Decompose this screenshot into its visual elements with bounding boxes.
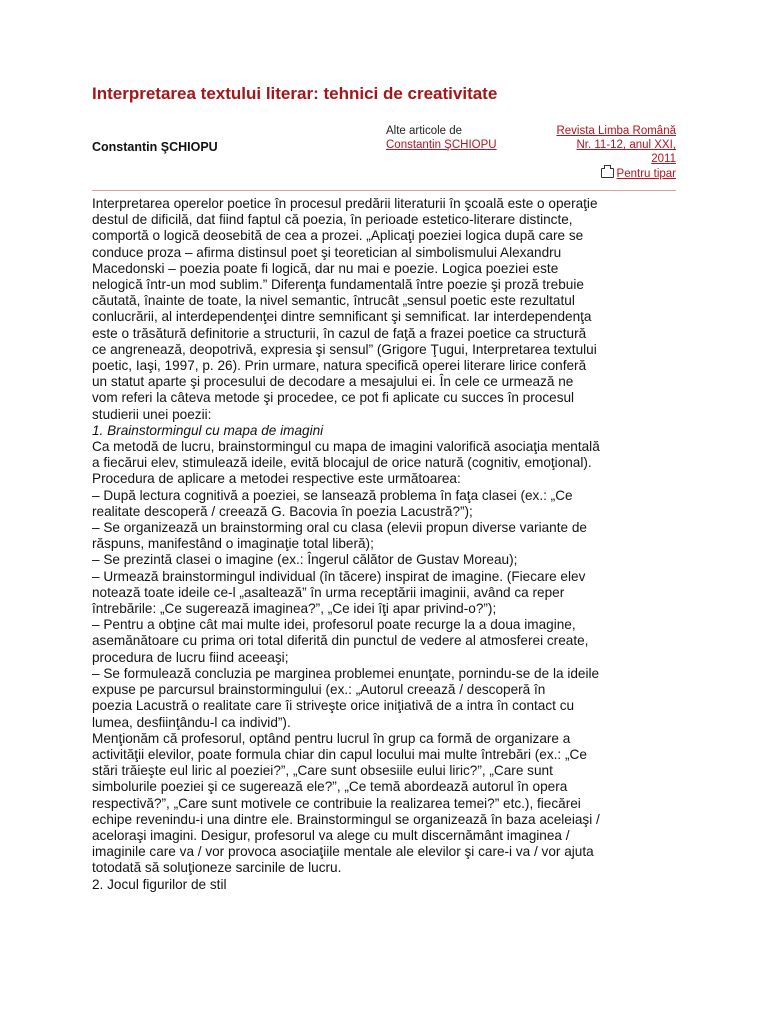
body-line: – După lectura cognitivă a poeziei, se lansează problema în faţa clasei (ex.: „Ce [92, 487, 573, 503]
body-line: destul de dificilă, dat fiind faptul că poezia, în perioade estetico-literare distincte, [92, 212, 573, 228]
body-line: notează toate ideile ce-l „asaltează” în urma receptării imaginii, având ca reper [92, 584, 565, 600]
body-line: întrebările: „Ce sugerează imaginea?”, „Ce idei îţi apar privind-o?”); [92, 601, 497, 617]
body-line: conduce proza – afirma distinsul poet şi teoretician al simbolismului Alexandru [92, 244, 562, 260]
other-articles-block [386, 124, 497, 152]
body-line: Menţionăm că profesorul, optând pentru lucrul în grup ca formă de organizare a [92, 730, 571, 746]
body-line: este o trăsătură definitorie a structurii, în cazul de faţă a frazei poetice ca structură [92, 325, 587, 341]
body-line: studierii unei poezii: [92, 406, 212, 422]
body-line: căutată, înainte de toate, la nivel semantic, întrucât „sensul poetic este rezultatul [92, 293, 575, 309]
body-line: conlucrării, al interdependenţei dintre semnificant şi semnificat. Iar interdependenţa [92, 309, 592, 325]
body-line: activităţii elevilor, poate formula chiar din capul locului mai multe întrebări (ex.: „Ce [92, 746, 587, 762]
body-line: imaginile care va / vor provoca asociaţiile mentale ale elevilor şi care-i va / vor ajuta [92, 844, 594, 860]
print-action[interactable] [601, 167, 676, 181]
body-line: Ca metodă de lucru, brainstormingul cu mapa de imagini valorifică asociaţia mentală [92, 439, 600, 455]
print-link[interactable]: Pentru tipar [616, 168, 676, 180]
article-title: Interpretarea textului literar: tehnici de creativitate [92, 84, 498, 103]
article-body [92, 196, 682, 893]
body-line: – Se organizează un brainstorming oral cu clasa (elevii propun diverse variante de [92, 520, 587, 536]
author-name: Constantin ŞCHIOPU [92, 140, 218, 154]
body-line: lumea, desfiinţându-l ca individ”). [92, 714, 291, 730]
body-line: aceloraşi imagini. Desigur, profesorul va alege cu mult discernământ imaginea / [92, 827, 570, 843]
printer-icon [601, 168, 614, 178]
body-line: expuse pe parcursul brainstormingului (ex.: „Autorul creează / descoperă în [92, 682, 546, 698]
body-line: – Urmează brainstormingul individual (în tăcere) inspirat de imagine. (Fiecare elev [92, 568, 586, 584]
body-line: procedura de lucru fiind aceeaşi; [92, 649, 289, 665]
journal-link[interactable] [556, 125, 676, 165]
body-line: Interpretarea operelor poetice în procesul predării literaturii în şcoală este o operaţie [92, 196, 598, 211]
body-line: – Pentru a obţine cât mai multe idei, profesorul poate recurge la a doua imagine, [92, 617, 576, 633]
body-line: echipe revenindu-i una dintre ele. Brainstormingul se organizează în baza aceleiaşi / [92, 811, 600, 827]
body-line: respectivă?”, „Care sunt motivele ce contribuie la realizarea temei?” etc.), fiecărei [92, 795, 581, 811]
journal-line: Revista Limba Română [556, 125, 676, 137]
body-line: – Se prezintă clasei o imagine (ex.: Îngerul călător de Gustav Moreau); [92, 552, 518, 568]
body-line: asemănătoare cu prima ori total diferită din punctul de vedere al atmosferei create, [92, 633, 589, 649]
body-line: realitate descoperă / creează G. Bacovia în poezia Lacustră?”); [92, 503, 473, 519]
author-articles-link[interactable]: Constantin ŞCHIOPU [386, 139, 497, 151]
body-line: poezia Lacustră o realitate care îi striveşte orice iniţiativă de a intra în contact cu [92, 698, 575, 714]
section-heading: 1. Brainstormingul cu mapa de imagini [92, 422, 324, 438]
body-line: totodată să soluţioneze sarcinile de lucru. [92, 860, 342, 876]
body-line: vom referi la câteva metode şi procedee, ce pot fi aplicate cu succes în procesul [92, 390, 575, 406]
body-line: nelogică într-un mod sublim.” Diferenţa fundamentală între poezie şi proză trebuie [92, 277, 584, 293]
body-line: Procedura de aplicare a metodei respective este următoarea: [92, 471, 461, 487]
body-line: stări trăieşte eul liric al poeziei?”, „Care sunt obsesiile eului liric?”, „Care sunt [92, 763, 553, 779]
other-articles-label: Alte articole de [386, 125, 463, 137]
body-line: comportă o logică deosebită de cea a prozei. „Aplicaţi poeziei logica după care se [92, 228, 584, 244]
body-line: răspuns, manifestând o imaginaţie total liberă); [92, 536, 374, 552]
body-line: Macedonski – poezia poate fi logică, dar nu mai e poezie. Logica poeziei este [92, 260, 559, 276]
header-divider [92, 190, 676, 191]
journal-line: Nr. 11-12, anul XXI, [576, 139, 676, 151]
journal-meta [496, 124, 676, 181]
body-line: 2. Jocul figurilor de stil [92, 876, 227, 892]
journal-line: 2011 [651, 153, 676, 165]
body-line: a fiecărui elev, stimulează ideile, evită blocajul de orice natură (cognitiv, emoţional). [92, 455, 592, 471]
body-line: ce angrenează, deopotrivă, expresia şi sensul” (Grigore Ţugui, Interpretarea textului [92, 341, 597, 357]
body-line: simbolurile poeziei şi ce sugerează ele?”, „Ce temă abordează autorul în opera [92, 779, 568, 795]
body-line: un statut aparte şi procesului de decodare a mesajului ei. În cele ce urmează ne [92, 374, 574, 390]
body-line: – Se formulează concluzia pe marginea problemei enunţate, pornindu-se de la ideile [92, 665, 600, 681]
body-line: poetic, Iaşi, 1997, p. 26). Prin urmare, natura specifică operei literare lirice conferă [92, 358, 587, 374]
